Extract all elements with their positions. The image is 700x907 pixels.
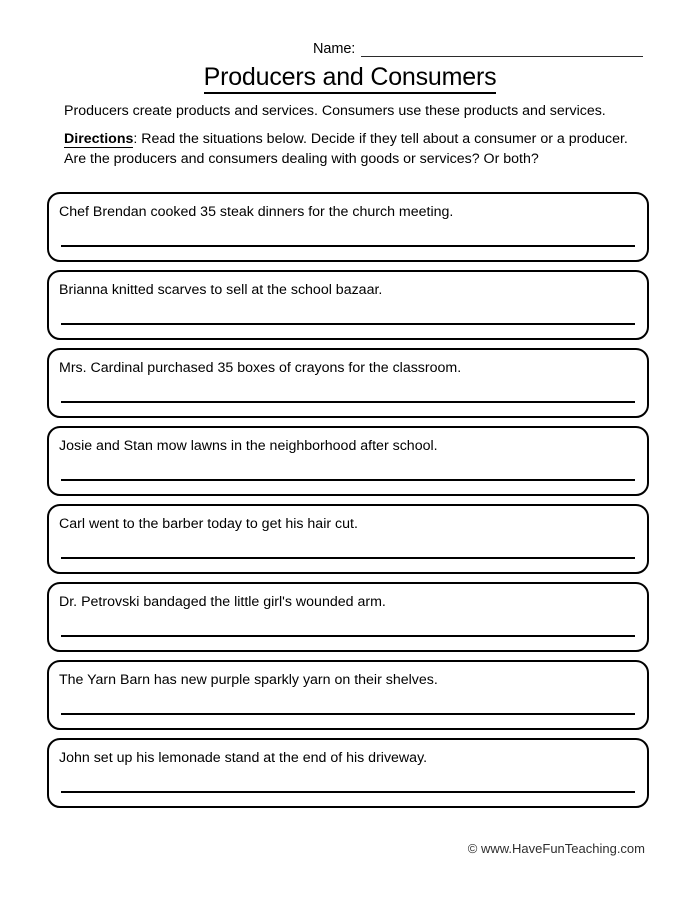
question-text: Chef Brendan cooked 35 steak dinners for the church meeting. — [59, 204, 454, 220]
answer-line[interactable] — [61, 401, 635, 403]
directions-paragraph — [64, 129, 640, 169]
answer-line[interactable] — [61, 791, 635, 793]
question-text: Dr. Petrovski bandaged the little girl's wounded arm. — [59, 594, 386, 610]
question-text: Josie and Stan mow lawns in the neighborhood after school. — [59, 438, 438, 454]
answer-line[interactable] — [61, 713, 635, 715]
question-item — [47, 738, 649, 808]
answer-line[interactable] — [61, 635, 635, 637]
directions-text: : Read the situations below. Decide if they tell about a consumer or a producer. Are the producers and consumers dealing with goods or services? Or both? — [64, 131, 628, 167]
question-item — [47, 426, 649, 496]
intro-paragraph: Producers create products and services. Consumers use these products and services. — [64, 103, 606, 119]
answer-line[interactable] — [61, 245, 635, 247]
footer-credit: © www.HaveFunTeaching.com — [467, 841, 645, 856]
answer-line[interactable] — [61, 557, 635, 559]
page-title — [0, 62, 700, 92]
question-item — [47, 582, 649, 652]
question-item — [47, 192, 649, 262]
page-title-text: Producers and Consumers — [204, 63, 497, 94]
name-field-row — [313, 41, 643, 57]
answer-line[interactable] — [61, 479, 635, 481]
name-field-blank[interactable] — [361, 42, 643, 57]
question-list — [47, 192, 649, 816]
question-text: Carl went to the barber today to get his hair cut. — [59, 516, 358, 532]
name-field-label: Name: — [313, 41, 356, 57]
directions-label: Directions — [64, 131, 134, 147]
question-text: Mrs. Cardinal purchased 35 boxes of crayons for the classroom. — [59, 360, 462, 376]
question-item — [47, 504, 649, 574]
question-item — [47, 348, 649, 418]
question-text: The Yarn Barn has new purple sparkly yarn on their shelves. — [59, 672, 438, 688]
question-item — [47, 270, 649, 340]
question-text: John set up his lemonade stand at the end of his driveway. — [59, 750, 428, 766]
question-item — [47, 660, 649, 730]
question-text: Brianna knitted scarves to sell at the school bazaar. — [59, 282, 383, 298]
answer-line[interactable] — [61, 323, 635, 325]
